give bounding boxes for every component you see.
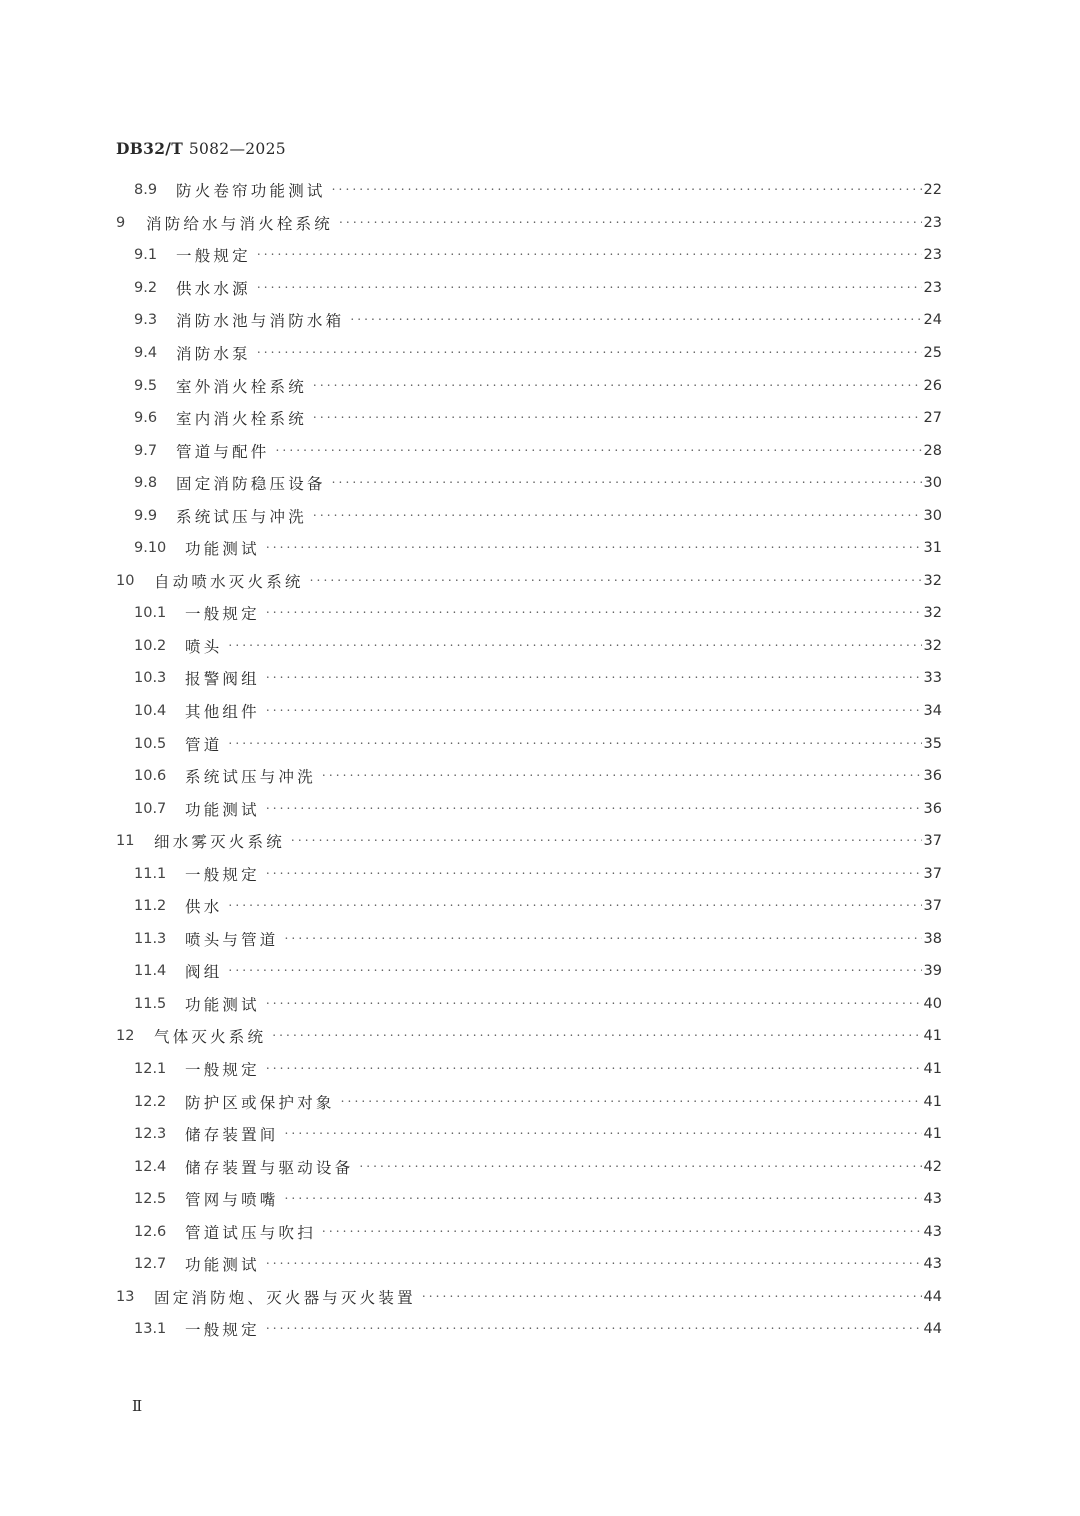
toc-section-entry[interactable] <box>116 955 942 988</box>
toc-entry-page: 25 <box>923 345 942 361</box>
dot-leader <box>228 639 921 653</box>
toc-entry-number: 12 <box>116 1028 135 1045</box>
toc-entry-number: 10 <box>116 572 135 589</box>
toc-section-entry[interactable] <box>116 857 942 890</box>
toc-section-entry[interactable] <box>116 597 942 630</box>
toc-section-entry[interactable] <box>116 434 942 467</box>
toc-entry-title: 自动喷水灭火系统 <box>154 572 304 591</box>
toc-entry-number: 12.7 <box>134 1256 167 1273</box>
toc-entry-title: 管道试压与吹扫 <box>185 1223 316 1242</box>
toc-entry-page: 34 <box>923 703 942 720</box>
toc-entry-number: 9.1 <box>134 247 158 264</box>
toc-entry-number: 12.5 <box>134 1191 167 1208</box>
toc-entry-page: 31 <box>923 540 942 557</box>
dot-leader <box>266 606 922 620</box>
toc-entry-title: 管道与配件 <box>176 442 270 461</box>
toc-entry-title: 固定消防稳压设备 <box>176 475 326 494</box>
toc-entry-number: 8.9 <box>134 182 158 199</box>
toc-entry-page: 38 <box>923 930 942 947</box>
toc-entry-page: 41 <box>923 1028 942 1045</box>
toc-chapter-entry[interactable] <box>116 565 942 598</box>
toc-entry-page: 43 <box>923 1256 942 1273</box>
dot-leader <box>266 704 922 718</box>
toc-entry-page: 32 <box>923 572 942 589</box>
dot-leader <box>359 1160 921 1174</box>
dot-leader <box>291 834 922 848</box>
dot-leader <box>313 411 922 425</box>
toc-entry-number: 10.7 <box>134 800 167 817</box>
toc-entry-title: 消防水泵 <box>176 345 251 363</box>
dot-leader <box>322 769 922 783</box>
dot-leader <box>257 281 922 295</box>
toc-entry-title: 管道 <box>185 735 223 754</box>
toc-entry-title: 储存装置与驱动设备 <box>185 1158 354 1177</box>
toc-section-entry[interactable] <box>116 304 942 337</box>
toc-section-entry[interactable] <box>116 1313 942 1346</box>
toc-entry-page: 23 <box>923 214 942 231</box>
toc-entry-number: 9.6 <box>134 410 158 427</box>
toc-entry-title: 其他组件 <box>185 703 260 722</box>
toc-section-entry[interactable] <box>116 890 942 923</box>
toc-entry-page: 36 <box>923 800 942 817</box>
toc-entry-page: 22 <box>923 182 942 199</box>
toc-section-entry[interactable] <box>116 499 942 532</box>
toc-section-entry[interactable] <box>116 630 942 663</box>
toc-entry-number: 13 <box>116 1288 135 1305</box>
toc-entry-number: 10.2 <box>134 637 167 654</box>
dot-leader <box>257 346 922 360</box>
toc-entry-number: 9.7 <box>134 442 158 459</box>
dot-leader <box>228 737 921 751</box>
toc-entry-number: 9 <box>116 214 126 231</box>
dot-leader <box>332 183 922 197</box>
toc-entry-page: 32 <box>923 637 942 654</box>
toc-entry-page: 32 <box>923 605 942 622</box>
toc-entry-page: 36 <box>923 768 942 785</box>
toc-entry-number: 12.3 <box>134 1126 167 1143</box>
toc-entry-number: 12.6 <box>134 1223 167 1240</box>
toc-entry-number: 11.3 <box>134 930 167 947</box>
toc-section-entry[interactable] <box>116 1118 942 1151</box>
toc-entry-title: 储存装置间 <box>185 1126 279 1145</box>
dot-leader <box>266 1257 922 1271</box>
toc-entry-title: 气体灭火系统 <box>154 1028 267 1047</box>
toc-entry-title: 供水 <box>185 898 223 917</box>
toc-entry-page: 28 <box>923 442 942 459</box>
toc-section-entry[interactable] <box>116 532 942 565</box>
page-number: Ⅱ <box>132 1397 143 1415</box>
toc-entry-page: 41 <box>923 1061 942 1078</box>
dot-leader <box>422 1290 922 1304</box>
toc-entry-number: 9.10 <box>134 540 167 557</box>
toc-entry-page: 43 <box>923 1223 942 1240</box>
dot-leader <box>350 313 921 327</box>
toc-entry-page: 27 <box>923 410 942 427</box>
toc-section-entry[interactable] <box>116 467 942 500</box>
toc-entry-page: 30 <box>923 507 942 524</box>
standard-number: 5082—2025 <box>188 140 286 158</box>
toc-entry-page: 41 <box>923 1093 942 1110</box>
dot-leader <box>313 379 922 393</box>
toc-entry-title: 功能测试 <box>185 995 260 1014</box>
toc-entry-page: 37 <box>923 898 942 915</box>
dot-leader <box>313 509 922 523</box>
table-of-contents <box>116 174 942 1346</box>
toc-entry-page: 42 <box>923 1158 942 1175</box>
toc-entry-number: 9.4 <box>134 345 158 361</box>
toc-entry-page: 30 <box>923 475 942 492</box>
toc-entry-title: 防火卷帘功能测试 <box>176 182 326 201</box>
dot-leader <box>310 574 922 588</box>
toc-entry-page: 43 <box>923 1191 942 1208</box>
toc-entry-number: 11.1 <box>134 865 167 882</box>
toc-section-entry[interactable] <box>116 369 942 402</box>
toc-chapter-entry[interactable] <box>116 1281 942 1314</box>
toc-entry-title: 喷头与管道 <box>185 930 279 949</box>
toc-section-entry[interactable] <box>116 1183 942 1216</box>
toc-entry-number: 10.1 <box>134 605 167 622</box>
toc-entry-title: 系统试压与冲洗 <box>185 768 316 787</box>
toc-chapter-entry[interactable] <box>116 825 942 858</box>
standard-code: DB32/T <box>116 139 184 158</box>
dot-leader <box>266 997 922 1011</box>
toc-entry-page: 44 <box>923 1321 942 1338</box>
toc-entry-number: 9.8 <box>134 475 158 492</box>
toc-entry-page: 40 <box>923 995 942 1012</box>
toc-entry-page: 33 <box>923 670 942 687</box>
toc-entry-title: 功能测试 <box>185 800 260 819</box>
dot-leader <box>332 476 922 490</box>
dot-leader <box>228 964 921 978</box>
toc-entry-title: 细水雾灭火系统 <box>154 833 285 852</box>
toc-entry-page: 39 <box>923 963 942 980</box>
document-header <box>116 139 286 158</box>
toc-entry-title: 阀组 <box>185 963 223 982</box>
toc-entry-page: 44 <box>923 1288 942 1305</box>
dot-leader <box>257 248 922 262</box>
toc-entry-title: 一般规定 <box>185 865 260 884</box>
toc-entry-title: 一般规定 <box>176 247 251 266</box>
toc-section-entry[interactable] <box>116 792 942 825</box>
toc-entry-title: 一般规定 <box>185 1321 260 1340</box>
toc-entry-title: 固定消防炮、灭火器与灭火装置 <box>154 1288 416 1307</box>
dot-leader <box>266 541 922 555</box>
dot-leader <box>339 216 922 230</box>
toc-entry-title: 功能测试 <box>185 1256 260 1275</box>
toc-entry-title: 室外消火栓系统 <box>176 377 307 396</box>
toc-entry-number: 9.3 <box>134 312 158 329</box>
toc-entry-title: 喷头 <box>185 637 223 656</box>
dot-leader <box>266 867 922 881</box>
dot-leader <box>228 899 921 913</box>
dot-leader <box>341 1095 922 1109</box>
toc-entry-title: 报警阀组 <box>185 670 260 689</box>
toc-entry-number: 9.2 <box>134 279 158 296</box>
toc-entry-title: 供水水源 <box>176 279 251 298</box>
toc-entry-number: 10.5 <box>134 735 167 752</box>
toc-section-entry[interactable] <box>116 1150 942 1183</box>
dot-leader <box>266 671 922 685</box>
dot-leader <box>285 932 922 946</box>
toc-entry-title: 防护区或保护对象 <box>185 1093 335 1112</box>
toc-entry-number: 11.4 <box>134 963 167 980</box>
toc-entry-number: 12.4 <box>134 1158 167 1175</box>
toc-entry-title: 功能测试 <box>185 540 260 559</box>
toc-chapter-entry[interactable] <box>116 207 942 240</box>
toc-entry-page: 26 <box>923 377 942 394</box>
toc-entry-page: 37 <box>923 833 942 850</box>
toc-entry-page: 24 <box>923 312 942 329</box>
toc-section-entry[interactable] <box>116 1216 942 1249</box>
toc-section-entry[interactable] <box>116 1248 942 1281</box>
toc-entry-number: 9.9 <box>134 507 158 524</box>
toc-entry-title: 室内消火栓系统 <box>176 410 307 429</box>
toc-section-entry[interactable] <box>116 239 942 272</box>
toc-entry-number: 11.5 <box>134 995 167 1012</box>
dot-leader <box>285 1192 922 1206</box>
toc-section-entry[interactable] <box>116 923 942 956</box>
toc-section-entry[interactable] <box>116 1053 942 1086</box>
dot-leader <box>276 444 922 458</box>
dot-leader <box>272 1029 921 1043</box>
toc-entry-title: 一般规定 <box>185 1061 260 1080</box>
toc-entry-number: 13.1 <box>134 1321 167 1338</box>
dot-leader <box>266 1062 922 1076</box>
toc-entry-page: 23 <box>923 279 942 296</box>
toc-section-entry[interactable] <box>116 1085 942 1118</box>
toc-entry-page: 37 <box>923 865 942 882</box>
dot-leader <box>285 1127 922 1141</box>
toc-section-entry[interactable] <box>116 760 942 793</box>
dot-leader <box>266 802 922 816</box>
toc-section-entry[interactable] <box>116 988 942 1021</box>
toc-entry-number: 12.1 <box>134 1061 167 1078</box>
toc-entry-number: 10.3 <box>134 670 167 687</box>
toc-section-entry[interactable] <box>116 662 942 695</box>
toc-entry-title: 消防给水与消火栓系统 <box>146 214 334 233</box>
toc-entry-page: 41 <box>923 1126 942 1143</box>
toc-section-entry[interactable] <box>116 727 942 760</box>
toc-entry-number: 11 <box>116 833 135 850</box>
toc-entry-number: 12.2 <box>134 1093 167 1110</box>
dot-leader <box>266 1322 922 1336</box>
toc-entry-page: 35 <box>923 735 942 752</box>
toc-entry-page: 23 <box>923 247 942 264</box>
toc-section-entry[interactable] <box>116 402 942 435</box>
toc-entry-number: 10.4 <box>134 703 167 720</box>
toc-section-entry[interactable] <box>116 337 942 370</box>
toc-entry-title: 系统试压与冲洗 <box>176 507 307 526</box>
dot-leader <box>322 1225 922 1239</box>
toc-entry-title: 消防水池与消防水箱 <box>176 312 345 331</box>
toc-entry-title: 管网与喷嘴 <box>185 1191 279 1210</box>
toc-entry-number: 11.2 <box>134 898 167 915</box>
toc-section-entry[interactable] <box>116 695 942 728</box>
toc-chapter-entry[interactable] <box>116 1020 942 1053</box>
toc-entry-number: 10.6 <box>134 768 167 785</box>
toc-entry-title: 一般规定 <box>185 605 260 624</box>
toc-section-entry[interactable] <box>116 272 942 305</box>
toc-section-entry[interactable] <box>116 174 942 207</box>
toc-entry-number: 9.5 <box>134 377 158 394</box>
